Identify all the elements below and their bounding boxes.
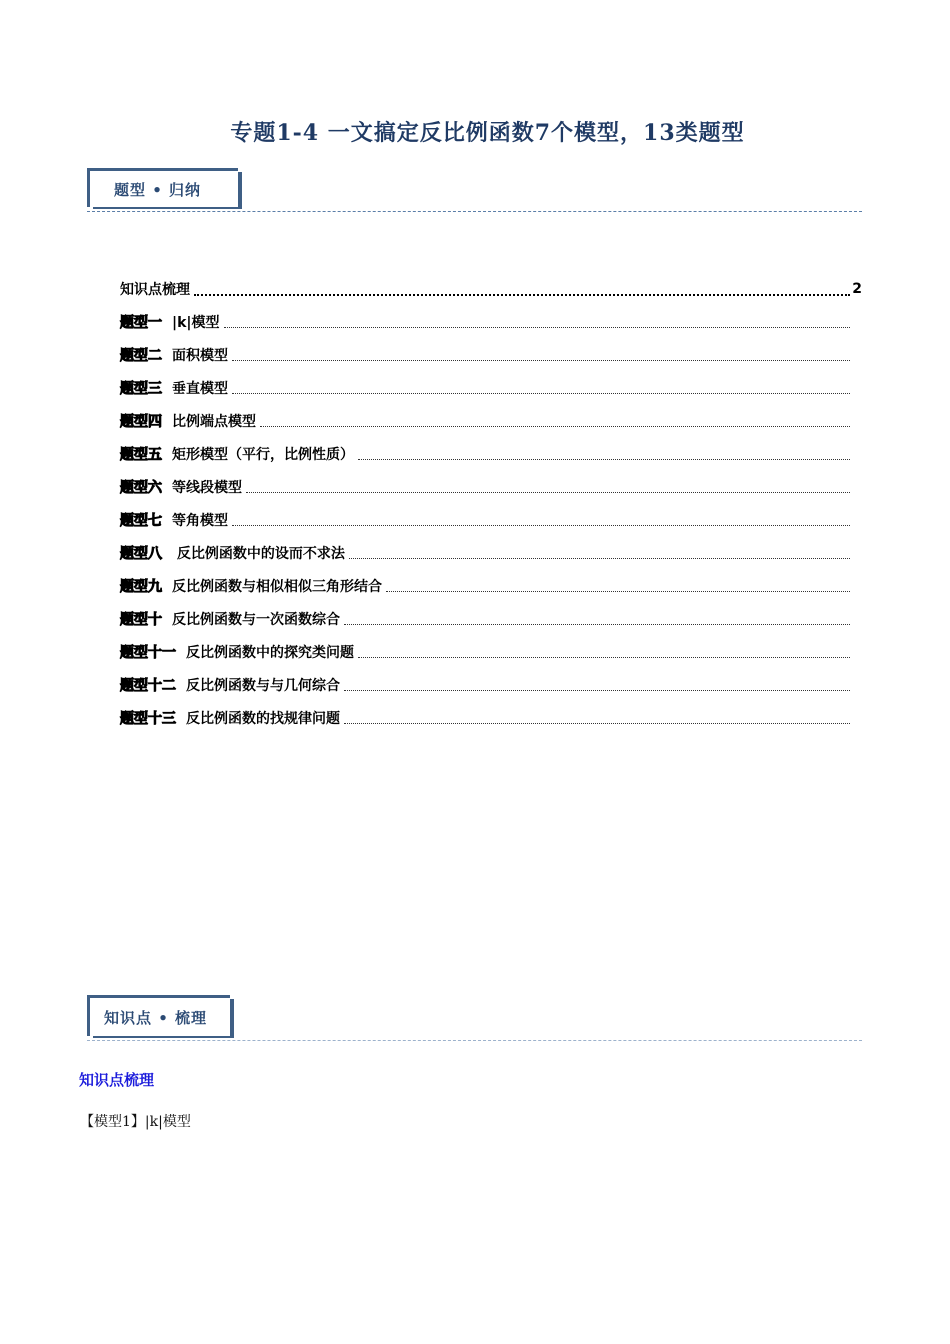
toc-row[interactable] — [120, 503, 862, 536]
toc-leader — [224, 327, 850, 328]
toc-prefix: 题型三 — [120, 380, 162, 397]
section-tag-types-label: 题型 • 归纳 — [114, 180, 202, 199]
toc-leader — [232, 525, 850, 526]
toc-label: 反比例函数与一次函数综合 — [172, 611, 340, 628]
toc-label: 反比例函数中的探究类问题 — [186, 644, 354, 661]
toc-prefix: 题型十 — [120, 611, 162, 628]
toc-prefix: 题型九 — [120, 578, 162, 595]
section-tag-knowledge-label: 知识点 • 梳理 — [104, 1008, 208, 1027]
toc-label: 反比例函数与与几何综合 — [186, 677, 340, 694]
toc-prefix: 题型一 — [120, 314, 162, 331]
section-tag-knowledge — [87, 995, 230, 1036]
toc-row[interactable] — [120, 305, 862, 338]
toc-leader — [194, 294, 850, 296]
toc-row[interactable] — [120, 404, 862, 437]
toc-label: 反比例函数与相似相似三角形结合 — [172, 578, 382, 595]
divider-line — [87, 211, 862, 212]
toc-row[interactable] — [120, 272, 862, 305]
toc-label: 矩形模型（平行，比例性质） — [172, 446, 354, 463]
toc-leader — [232, 360, 850, 361]
toc-leader — [344, 690, 850, 691]
toc-row[interactable] — [120, 569, 862, 602]
toc-row[interactable] — [120, 536, 862, 569]
toc-prefix: 题型八 — [120, 545, 162, 562]
toc-row[interactable] — [120, 371, 862, 404]
model-heading: 【模型1】|k|模型 — [80, 1114, 191, 1130]
toc-row[interactable] — [120, 602, 862, 635]
toc-row[interactable] — [120, 338, 862, 371]
section-tag-types — [87, 168, 238, 207]
toc-prefix: 题型二 — [120, 347, 162, 364]
toc-prefix: 题型五 — [120, 446, 162, 463]
document-title: 专题1-4 一文搞定反比例函数7个模型，13类题型 — [230, 120, 745, 146]
toc-label: 等线段模型 — [172, 479, 242, 496]
section-heading: 知识点梳理 — [79, 1071, 155, 1089]
toc-prefix: 题型七 — [120, 512, 162, 529]
toc-label: 垂直模型 — [172, 380, 228, 397]
toc-leader — [386, 591, 850, 592]
toc-row[interactable] — [120, 635, 862, 668]
toc-leader — [358, 657, 850, 658]
toc-prefix: 题型四 — [120, 413, 162, 430]
toc-label: 反比例函数中的设而不求法 — [172, 545, 345, 562]
toc-prefix: 题型十三 — [120, 710, 176, 727]
toc-leader — [344, 624, 850, 625]
toc-label: 等角模型 — [172, 512, 228, 529]
toc-leader — [358, 459, 850, 460]
toc-row[interactable] — [120, 701, 862, 734]
toc-row[interactable] — [120, 470, 862, 503]
toc-label: 比例端点模型 — [172, 413, 256, 430]
divider-line — [87, 1040, 862, 1041]
toc-label: 面积模型 — [172, 347, 228, 364]
toc-leader — [246, 492, 850, 493]
toc-leader — [344, 723, 850, 724]
table-of-contents — [120, 272, 862, 734]
toc-label: |k|模型 — [172, 314, 220, 331]
toc-row[interactable] — [120, 668, 862, 701]
toc-prefix: 题型六 — [120, 479, 162, 496]
toc-leader — [260, 426, 850, 427]
toc-prefix: 题型十二 — [120, 677, 176, 694]
toc-page: 2 — [852, 280, 862, 297]
toc-prefix: 题型十一 — [120, 644, 176, 661]
toc-row[interactable] — [120, 437, 862, 470]
toc-leader — [232, 393, 850, 394]
toc-label: 知识点梳理 — [120, 279, 192, 299]
toc-label: 反比例函数的找规律问题 — [186, 710, 340, 727]
toc-leader — [349, 558, 850, 559]
